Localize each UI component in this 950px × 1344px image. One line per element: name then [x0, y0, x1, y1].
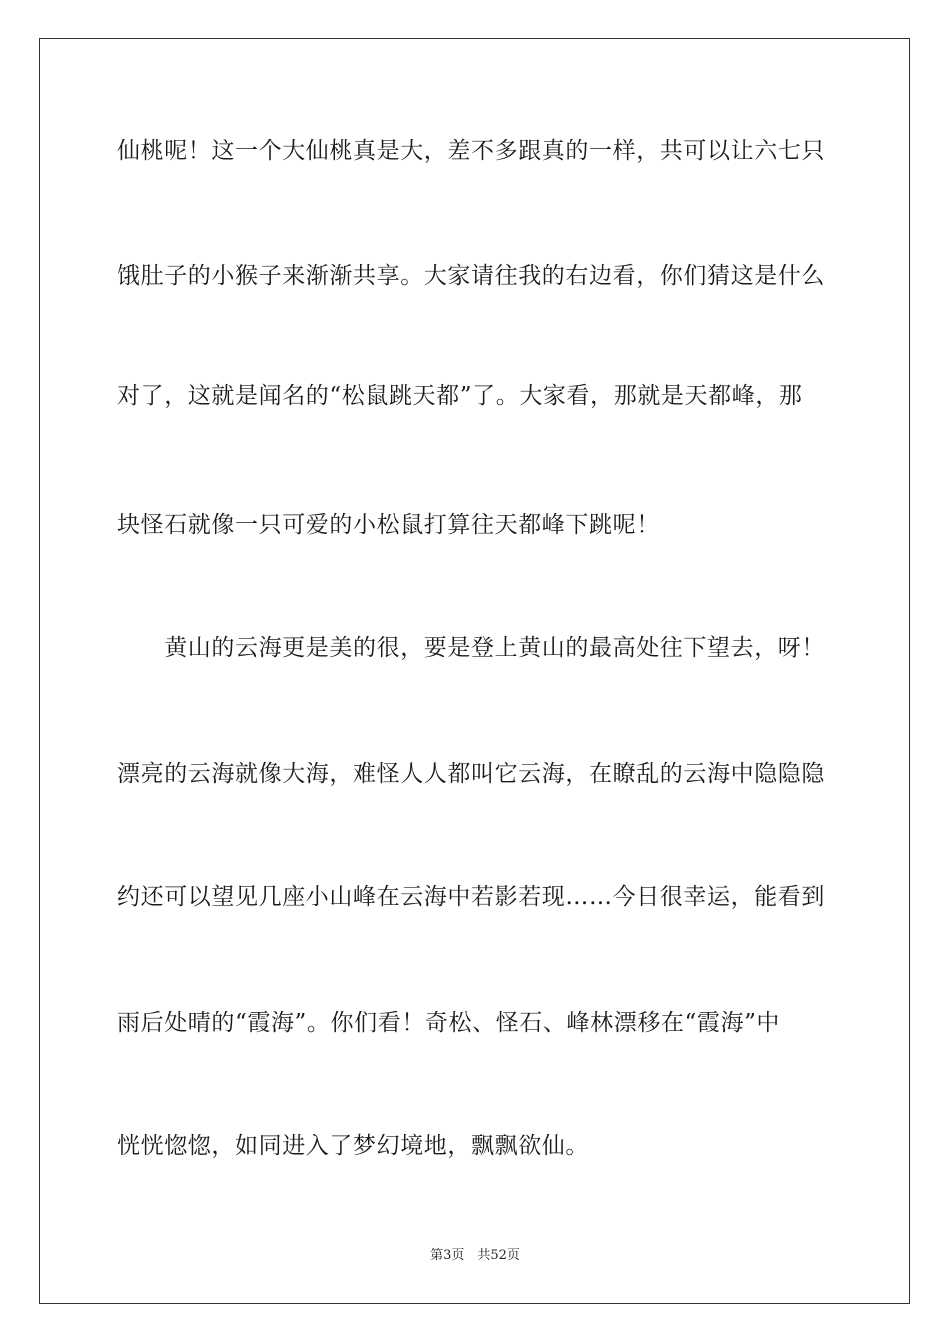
page-border [39, 38, 910, 1304]
body-line-1: 仙桃呢！这一个大仙桃真是大，差不多跟真的一样，共可以让六七只 [117, 138, 825, 164]
body-line-3: 对了，这就是闻名的“松鼠跳天都”了。大家看，那就是天都峰，那 [117, 383, 803, 409]
body-line-2: 饿肚子的小猴子来渐渐共享。大家请往我的右边看，你们猜这是什么 [117, 263, 825, 289]
paragraph-2-line-4: 雨后处晴的“霞海”。你们看！奇松、怪石、峰林漂移在“霞海”中 [117, 1010, 781, 1036]
paragraph-2-line-5: 恍恍惚惚，如同进入了梦幻境地，飘飘欲仙。 [117, 1133, 589, 1159]
page-number: 第3页 共52页 [430, 1248, 520, 1263]
paragraph-2-line-3: 约还可以望见几座小山峰在云海中若影若现……今日很幸运，能看到 [117, 884, 825, 910]
paragraph-2-line-2: 漂亮的云海就像大海，难怪人人都叫它云海，在瞭乱的云海中隐隐隐 [117, 761, 825, 787]
body-line-4: 块怪石就像一只可爱的小松鼠打算往天都峰下跳呢！ [117, 512, 660, 538]
paragraph-2-line-1: 黄山的云海更是美的很，要是登上黄山的最高处往下望去，呀！ [117, 635, 825, 661]
